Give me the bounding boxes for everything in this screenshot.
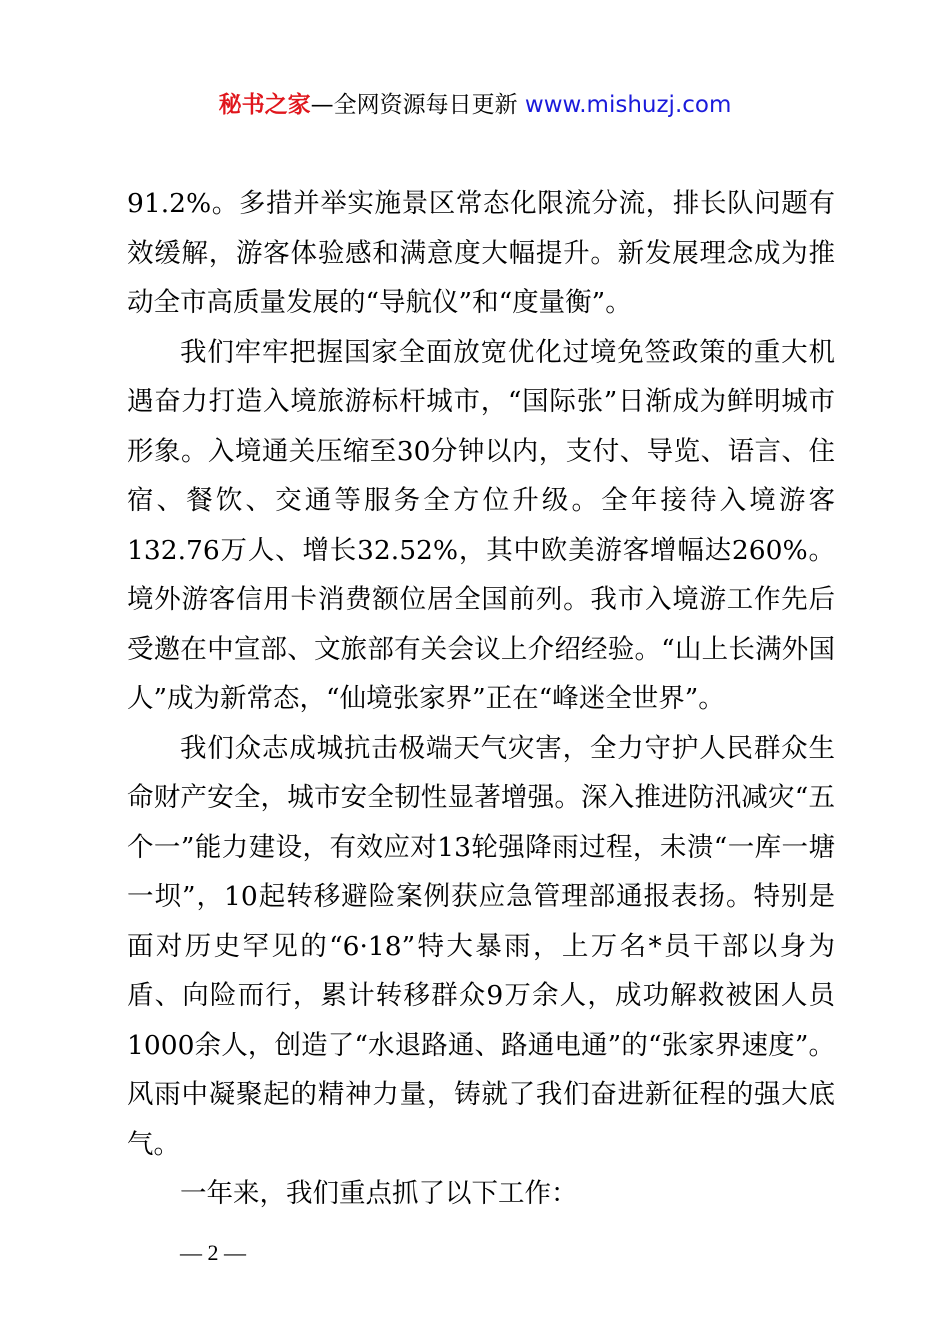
header-slogan: —全网资源每日更新	[310, 92, 518, 118]
site-url-link[interactable]: www.mishuzj.com	[524, 92, 732, 118]
page-number: — 2 —	[180, 1240, 246, 1265]
paragraph-inbound-tourism: 我们牢牢把握国家全面放宽优化过境免签政策的重大机遇奋力打造入境旅游标杆城市，“国际张”日渐成为鲜明城市形象。入境通关压缩至30分钟以内，支付、导览、语言、住宿、餐饮、交通等服务全方位升级。全年接待入境游客132.76万人、增长32.52%，其中欧美游客增幅达260%。境外游客信用卡消费额位居全国前列。我市入境游工作先后受邀在中宣部、文旅部有关会议上介绍经验。“山上长满外国人”成为新常态，“仙境张家界”正在“峰迷全世界”。	[127, 336, 835, 714]
paragraph-continuation: 91.2%。多措并举实施景区常态化限流分流，排长队问题有效缓解，游客体验感和满意度大幅提升。新发展理念成为推动全市高质量发展的“导航仪”和“度量衡”。	[127, 188, 835, 318]
paragraph-work-summary-intro: 一年来，我们重点抓了以下工作：	[180, 1178, 578, 1209]
document-body	[127, 179, 835, 1219]
paragraph-disaster-response: 我们众志成城抗击极端天气灾害，全力守护人民群众生命财产安全，城市安全韧性显著增强。深入推进防汛减灾“五个一”能力建设，有效应对13轮强降雨过程，未溃“一库一塘一坝”，10起转移避险案例获应急管理部通报表扬。特别是面对历史罕见的“6·18”特大暴雨，上万名*员干部以身为盾、向险而行，累计转移群众9万余人，成功解救被困人员1000余人，创造了“水退路通、路通电通”的“张家界速度”。风雨中凝聚起的精神力量，铸就了我们奋进新征程的强大底气。	[127, 732, 835, 1160]
brand-name: 秘书之家	[218, 92, 311, 118]
watermark-header	[0, 88, 950, 122]
